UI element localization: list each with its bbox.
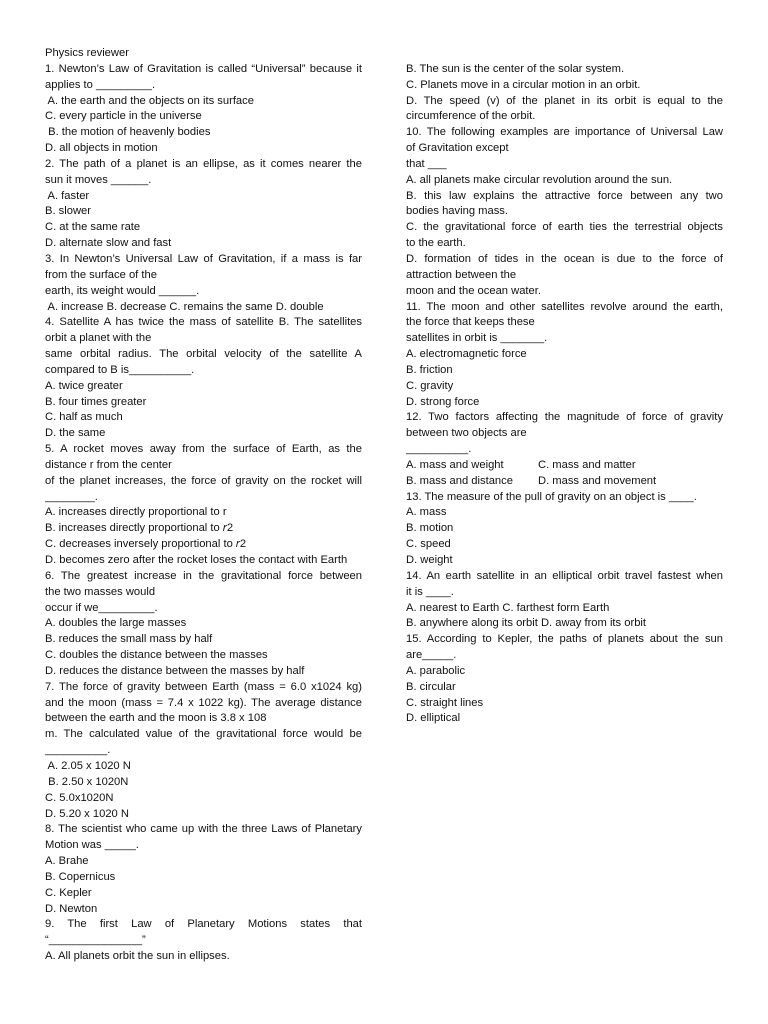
text-line: orbit a planet with the (45, 332, 152, 345)
text-line: B. increases directly proportional to 𝑟2 (45, 522, 234, 535)
text-line: it is ____. (406, 585, 454, 598)
right-column (406, 46, 723, 727)
text-line: 12. Two factors affecting the magnitude of force of gravity (406, 411, 723, 424)
text-line: D. strong force (406, 395, 480, 408)
text-line: D. weight (406, 554, 453, 566)
text-line: 5. A rocket moves away from the surface of Earth, as the (45, 443, 362, 456)
text-line: 13. The measure of the pull of gravity on an object is ____. (406, 490, 697, 503)
text-line: A. increases directly proportional to r (45, 506, 227, 519)
text-line: bodies having mass. (406, 205, 508, 218)
text-line: compared to B is__________. (45, 363, 195, 376)
text-line: B. anywhere along its orbit D. away from its orbit (406, 617, 647, 630)
text-line: A. doubles the large masses (45, 617, 187, 630)
left-column (45, 46, 362, 965)
text-line: B. four times greater (45, 395, 147, 408)
text-line: B. 2.50 x 1020N (45, 775, 129, 788)
text-line: A. Brahe (45, 855, 89, 868)
text-line: A. all planets make circular revolution around the sun. (406, 173, 673, 186)
text-line: C. Planets move in a circular motion in an orbit. (406, 78, 641, 91)
text-line: A. electromagnetic force (406, 348, 527, 361)
text-line (406, 46, 723, 62)
text-line: applies to _________. (45, 78, 156, 91)
text-line: between the earth and the moon is 3.8 x 108 (45, 712, 267, 725)
text-line: B. friction (406, 363, 453, 376)
text-line: ________. (45, 490, 98, 503)
text-line: Motion was _____. (45, 839, 139, 852)
text-line: 10. The following examples are importance of Universal Law (406, 126, 723, 139)
text-line: m. The calculated value of the gravitational force would be (45, 728, 362, 741)
text-line: 6. The greatest increase in the gravitational force between (45, 569, 362, 582)
text-line: 9. The first Law of Planetary Motions states that (45, 918, 362, 931)
text-line: 2. The path of a planet is an ellipse, as it comes nearer the (45, 157, 362, 170)
text-line: circumference of the orbit. (406, 110, 536, 123)
text-line: to the earth. (406, 237, 466, 250)
text-line: C. 5.0x1020N (45, 791, 114, 804)
text-line: B. this law explains the attractive force between any two (406, 189, 723, 202)
text-line: D. the same (45, 427, 106, 440)
text-line: B. reduces the small mass by half (45, 633, 213, 646)
text-line: C. half as much (45, 411, 123, 424)
text-line: occur if we_________. (45, 601, 158, 614)
text-line: D. The speed (v) of the planet in its orbit is equal to the (406, 94, 723, 107)
text-line: A. mass (406, 506, 447, 519)
text-line: B. circular (406, 680, 456, 693)
text-line: C. speed (406, 538, 451, 551)
text-line: B. Copernicus (45, 870, 116, 883)
text-line: C. straight lines (406, 696, 484, 709)
text-line: C. Kepler (45, 886, 92, 899)
text-line: from the surface of the (45, 268, 157, 281)
text-line: earth, its weight would ______. (45, 284, 200, 297)
text-line: A. nearest to Earth C. farthest form Earth (406, 601, 610, 614)
text-line: 7. The force of gravity between Earth (mass = 6.0 x1024 kg) (45, 680, 362, 693)
text-line: the force that keeps these (406, 316, 535, 329)
text-line: C. at the same rate (45, 221, 141, 234)
text-line: attraction between the (406, 268, 517, 281)
text-line: B. mass and distance D. mass and movement (406, 474, 657, 487)
text-line: D. reduces the distance between the masses by half (45, 664, 305, 677)
text-line: A. parabolic (406, 664, 466, 677)
text-line: Physics reviewer (45, 47, 129, 59)
text-line: of the planet increases, the force of gravity on the rocket will (45, 474, 362, 487)
text-line: __________. (45, 744, 111, 757)
text-line: B. slower (45, 205, 92, 218)
text-line: 8. The scientist who came up with the three Laws of Planetary (45, 823, 362, 836)
text-line: 3. In Newton’s Universal Law of Gravitation, if a mass is far (45, 252, 362, 265)
text-line: A. 2.05 x 1020 N (45, 759, 131, 772)
text-line: “_______________” (45, 934, 146, 947)
text-line: B. motion (406, 522, 454, 535)
text-line: C. decreases inversely proportional to 𝑟2 (45, 538, 247, 551)
text-line: A. mass and weight C. mass and matter (406, 458, 636, 471)
text-line: sun it moves ______. (45, 173, 152, 186)
text-line: 15. According to Kepler, the paths of planets about the sun (406, 633, 723, 646)
text-line: D. 5.20 x 1020 N (45, 807, 129, 820)
text-line: B. the motion of heavenly bodies (45, 126, 211, 139)
text-line: B. The sun is the center of the solar system. (406, 62, 625, 75)
text-line: A. increase B. decrease C. remains the same D. double (45, 300, 324, 313)
text-line: __________. (406, 443, 472, 456)
text-line: A. the earth and the objects on its surface (45, 94, 254, 107)
text-line: A. faster (45, 189, 90, 202)
text-line: between two objects are (406, 427, 527, 440)
text-line: satellites in orbit is _______. (406, 332, 548, 345)
text-line: that ___ (406, 157, 447, 170)
text-line: distance r from the center (45, 458, 172, 471)
text-line: D. alternate slow and fast (45, 237, 172, 250)
text-line: the two masses would (45, 585, 156, 598)
text-line: D. formation of tides in the ocean is due to the force of (406, 252, 723, 265)
text-line: C. the gravitational force of earth ties the terrestrial objects (406, 221, 723, 234)
text-line: D. all objects in motion (45, 142, 158, 155)
text-line: D. elliptical (406, 712, 461, 725)
text-line: and the moon (mass = 7.4 x 1022 kg). The average distance (45, 696, 362, 709)
text-line: 11. The moon and other satellites revolve around the earth, (406, 300, 723, 313)
text-line: D. becomes zero after the rocket loses the contact with Earth (45, 554, 348, 566)
text-line: A. twice greater (45, 379, 123, 392)
text-line: A. All planets orbit the sun in ellipses. (45, 950, 230, 963)
text-line: C. gravity (406, 379, 454, 392)
text-line: 14. An earth satellite in an elliptical orbit travel fastest when (406, 569, 723, 582)
text-line: of Gravitation except (406, 142, 509, 155)
text-line: C. every particle in the universe (45, 110, 202, 123)
text-line: are_____. (406, 649, 457, 662)
text-line: 4. Satellite A has twice the mass of satellite B. The satellites (45, 316, 362, 329)
text-line: C. doubles the distance between the masses (45, 649, 268, 662)
text-line: same orbital radius. The orbital velocity of the satellite A (45, 348, 362, 361)
text-line: 1. Newton’s Law of Gravitation is called “Universal” because it (45, 62, 362, 75)
text-line: D. Newton (45, 902, 98, 915)
text-line: moon and the ocean water. (406, 284, 541, 297)
